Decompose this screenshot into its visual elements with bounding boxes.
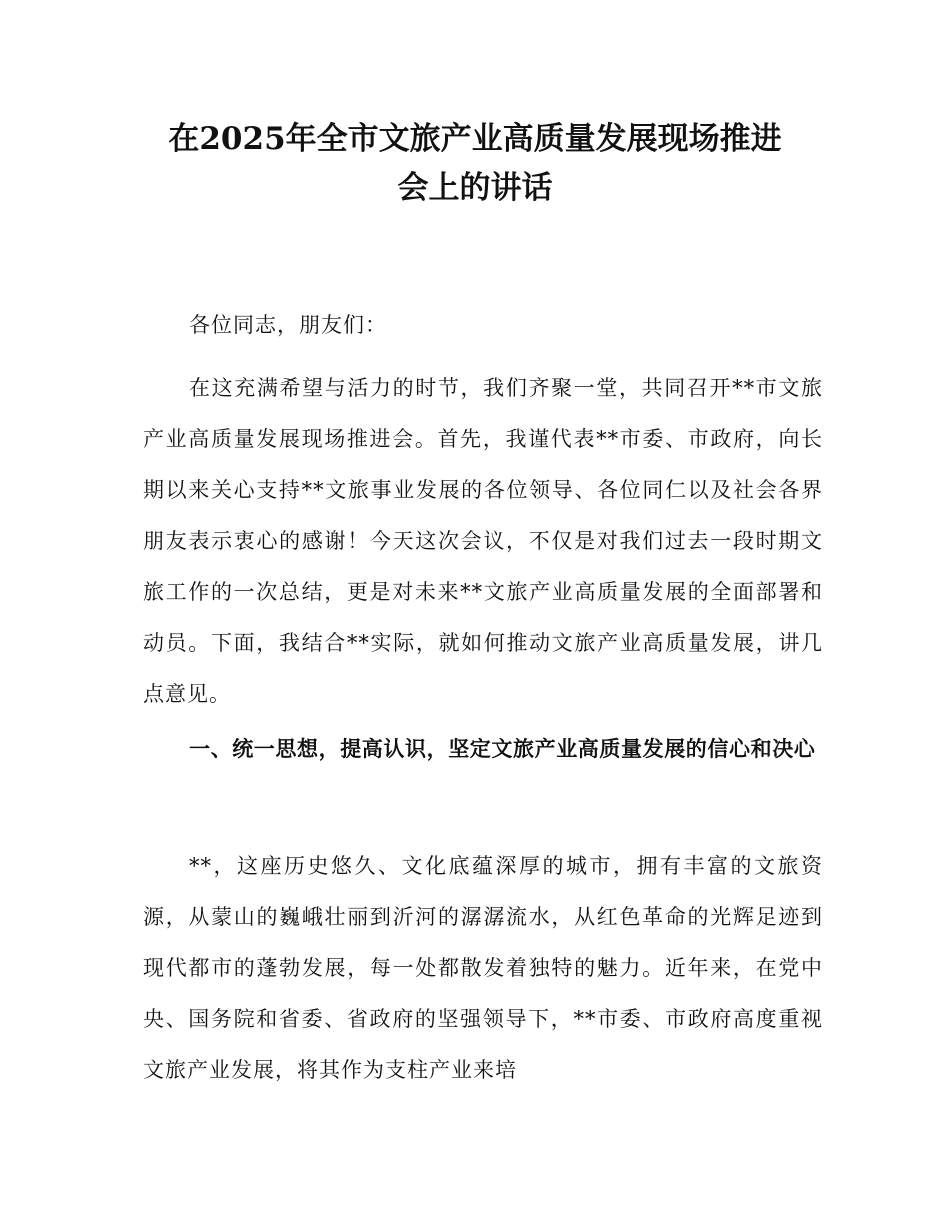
opening-paragraph: 在这充满希望与活力的时节，我们齐聚一堂，共同召开**市文旅产业高质量发展现场推进会。首先，我谨代表**市委、市政府，向长期以来关心支持**文旅事业发展的各位领导、各位同仁以及社会各界朋友表示衷心的感谢！今天这次会议，不仅是对我们过去一段时期文旅工作的一次总结，更是对未来**文旅产业高质量发展的全面部署和动员。下面，我结合**实际，就如何推动文旅产业高质量发展，讲几点意见。 (143, 376, 823, 706)
section-1-paragraph: **，这座历史悠久、文化底蕴深厚的城市，拥有丰富的文旅资源，从蒙山的巍峨壮丽到沂河的潺潺流水，从红色革命的光辉足迹到现代都市的蓬勃发展，每一处都散发着独特的魅力。近年来，在党中央、国务院和省委、省政府的坚强领导下，**市委、市政府高度重视文旅产业发展，将其作为支柱产业来培 (143, 854, 823, 1082)
document-title-line-1: 在2025年全市文旅产业高质量发展现场推进 (168, 121, 782, 157)
document-title-line-2: 会上的讲话 (397, 170, 553, 206)
section-heading-1: 一、统一思想，提高认识，坚定文旅产业高质量发展的信心和决心 (189, 737, 816, 761)
salutation: 各位同志，朋友们： (189, 313, 387, 337)
